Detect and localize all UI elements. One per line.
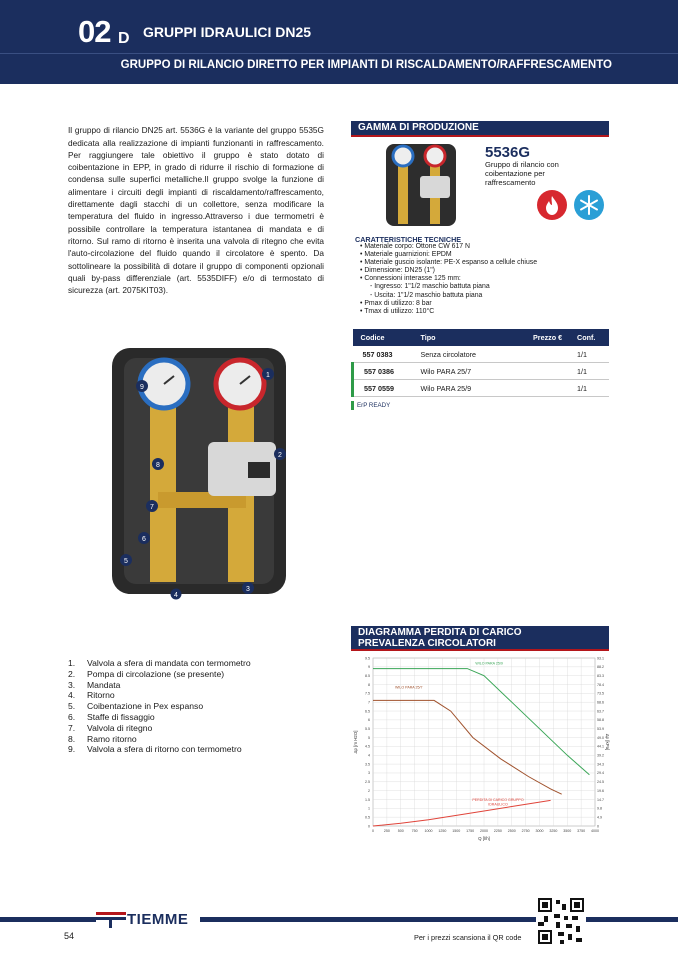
- legend-item: 8. Ramo ritorno: [68, 733, 137, 744]
- y2-tick-label: 39.2: [597, 753, 604, 758]
- y2-tick-label: 34.3: [597, 762, 604, 767]
- page-header: [0, 0, 678, 84]
- cell-price: [529, 363, 573, 380]
- chart-section-title: [351, 626, 609, 649]
- legend-item: 4. Ritorno: [68, 690, 115, 701]
- y2-tick-label: 49.0: [597, 735, 604, 740]
- y-tick-label: 7.5: [365, 691, 370, 696]
- series-label: IDRAULICO: [488, 802, 508, 807]
- y-tick-label: 2: [368, 788, 370, 793]
- product-photo-small: [384, 142, 474, 228]
- y2-tick-label: 88.2: [597, 665, 604, 670]
- table-header-row: [353, 329, 610, 346]
- brand-logo: TIEMME: [127, 911, 189, 928]
- x-tick-label: 2250: [493, 829, 502, 833]
- x-tick-label: 1750: [466, 829, 475, 833]
- y2-tick-label: 53.9: [597, 727, 604, 732]
- cell-conf: 1/1: [573, 346, 609, 363]
- erp-ready-label: ErP READY: [351, 401, 390, 410]
- legend-item: 9. Valvola a sfera di ritorno con termometro: [68, 744, 242, 755]
- y2-tick-label: 19.6: [597, 788, 604, 793]
- callout-number: 6: [142, 536, 146, 543]
- col-header-price: Prezzo €: [529, 329, 573, 346]
- x-tick-label: 1000: [424, 829, 433, 833]
- cell-type: Wilo PARA 25/7: [417, 363, 530, 380]
- y-axis-label: Δp [m H2O]: [353, 730, 358, 754]
- y-tick-label: 5.5: [365, 727, 370, 732]
- table-row: [353, 380, 610, 397]
- x-tick-label: 1500: [452, 829, 461, 833]
- y2-tick-label: 58.8: [597, 718, 604, 723]
- y2-tick-label: 63.7: [597, 709, 604, 714]
- legend-item: 1. Valvola a sfera di mandata con termometro: [68, 658, 251, 668]
- chapter-title: GRUPPI IDRAULICI DN25: [143, 24, 312, 40]
- table-row: [353, 363, 610, 380]
- legend-item: 7. Valvola di ritegno: [68, 722, 153, 733]
- qr-code-icon[interactable]: [536, 896, 586, 946]
- y-tick-label: 3: [368, 771, 370, 776]
- production-section-title: GAMMA DI PRODUZIONE: [351, 121, 609, 135]
- spec-item: • Materiale corpo: Ottone CW 617 N: [360, 243, 537, 251]
- x-tick-label: 3500: [563, 829, 572, 833]
- chapter-letter: D: [118, 30, 130, 47]
- y-tick-label: 7: [368, 700, 370, 705]
- brand-mark-icon: [96, 912, 126, 928]
- chapter-number: 02: [78, 14, 111, 49]
- page-subtitle: GRUPPO DI RILANCIO DIRETTO PER IMPIANTI DI RISCALDAMENTO/RAFFRESCAMENTO: [120, 59, 612, 71]
- callout-number: 9: [140, 384, 144, 391]
- specs-list: [360, 243, 537, 316]
- spec-item: - Uscita: 1"1/2 maschio battuta piana: [360, 292, 537, 300]
- y2-tick-label: 68.6: [597, 700, 604, 705]
- page-number: 54: [64, 931, 75, 941]
- callout-number: 3: [246, 586, 250, 593]
- y-tick-label: 0.5: [365, 815, 370, 820]
- spec-item: • Pmax di utilizzo: 8 bar: [360, 300, 537, 308]
- x-tick-label: 3750: [577, 829, 586, 833]
- spec-item: • Materiale guscio isolante: PE-X espanso a cellule chiuse: [360, 259, 537, 267]
- spec-item: • Tmax di utilizzo: 110°C: [360, 308, 537, 316]
- x-tick-label: 2750: [521, 829, 530, 833]
- y2-tick-label: 0: [597, 824, 599, 829]
- cell-type: Wilo PARA 25/9: [417, 380, 530, 397]
- x-tick-label: 250: [383, 829, 390, 833]
- callout-number: 4: [174, 592, 178, 599]
- x-tick-label: 2500: [507, 829, 516, 833]
- y-tick-label: 4.5: [365, 744, 370, 749]
- callout-number: 2: [278, 452, 282, 459]
- cell-conf: 1/1: [573, 363, 609, 380]
- y2-tick-label: 73.5: [597, 691, 604, 696]
- y-tick-label: 1.5: [365, 797, 370, 802]
- callout-number: 5: [124, 558, 128, 565]
- y2-tick-label: 24.5: [597, 780, 604, 785]
- y2-tick-label: 9.8: [597, 806, 602, 811]
- y-tick-label: 4: [368, 753, 370, 758]
- y2-tick-label: 14.7: [597, 797, 604, 802]
- flame-icon: [537, 190, 567, 220]
- y2-tick-label: 29.4: [597, 771, 604, 776]
- x-tick-label: 500: [397, 829, 404, 833]
- cell-code: 557 0386: [353, 363, 417, 380]
- product-table: [351, 329, 609, 397]
- component-legend: [68, 658, 338, 755]
- cell-price: [529, 346, 573, 363]
- y2-tick-label: 44.1: [597, 744, 604, 749]
- callout-number: 1: [266, 372, 270, 379]
- col-header-code: Codice: [353, 329, 417, 346]
- callout-number: 8: [156, 462, 160, 469]
- x-tick-label: 2000: [480, 829, 488, 833]
- y2-tick-label: 83.3: [597, 673, 604, 678]
- pressure-drop-chart: [351, 650, 609, 848]
- x-tick-label: 3250: [549, 829, 558, 833]
- product-description: Gruppo di rilancio con coibentazione per raffrescamento: [485, 160, 559, 187]
- y-tick-label: 8.5: [365, 673, 370, 678]
- series-label: WILO PARA 25/9: [475, 661, 503, 666]
- y-tick-label: 9: [368, 665, 370, 670]
- x-tick-label: 0: [372, 829, 374, 833]
- chart-title-line2: PREVALENZA CIRCOLATORI: [358, 638, 496, 649]
- chart-title-line1: DIAGRAMMA PERDITA DI CARICO: [358, 627, 522, 638]
- y-tick-label: 6.5: [365, 709, 370, 714]
- y-tick-label: 2.5: [365, 780, 370, 785]
- spec-item: • Connessioni interasse 125 mm:: [360, 275, 537, 283]
- x-tick-label: 4000: [591, 829, 599, 833]
- series-label: WILO PARA 25/7: [395, 685, 423, 690]
- product-photo-large: [108, 342, 292, 600]
- spec-item: • Dimensione: DN25 (1"): [360, 267, 537, 275]
- intro-paragraph: Il gruppo di rilancio DN25 art. 5536G è la variante del gruppo 5535G dedicata alla realizzazione di impianti funzionanti in raffrescamento. Per raggiungere tale obiettivo il gruppo è stato dotato di coibentazione in EPP, in grado di ridurre il rischio di formazione di condensa sulle superfici metalliche.Il gruppo svolge la funzione di alimentare i circuiti degli impianti di riscaldamento/raffrescamento, direttamente dagli stacchi di un collettore, senza modificare la temperatura del fluido in ingresso.Attraverso i due termometri è possibile controllare la temperatura istantanea di mandata e di ritorno. Sul ramo di ritorno è inserita una valvola di ritegno che evita l'auto-circolazione del fluido quando il circolatore è spento. Da sottolineare la possibilità di dotare il gruppo di componenti opzionali quali by-pass differenziale (art. 5535DIFF) e/o di termostato di sicurezza (art. 2075KIT03).: [68, 125, 324, 296]
- legend-item: 2. Pompa di circolazione (se presente): [68, 668, 225, 679]
- section-underline: [351, 135, 609, 137]
- qr-caption: Per i prezzi scansiona il QR code: [414, 933, 522, 942]
- y-tick-label: 8: [368, 682, 370, 687]
- y2-tick-label: 93.1: [597, 656, 604, 661]
- y2-tick-label: 4.9: [597, 815, 602, 820]
- y2-axis-label: Δp [kPa]: [605, 733, 610, 751]
- legend-item: 6. Staffe di fissaggio: [68, 711, 155, 722]
- x-axis-label: Q [l/h]: [478, 836, 490, 841]
- cell-price: [529, 380, 573, 397]
- x-tick-label: 1250: [438, 829, 447, 833]
- y-tick-label: 6: [368, 718, 370, 723]
- table-row: [353, 346, 610, 363]
- cell-code: 557 0559: [353, 380, 417, 397]
- x-tick-label: 3000: [535, 829, 544, 833]
- callout-number: 7: [150, 504, 154, 511]
- y-tick-label: 0: [368, 824, 370, 829]
- spec-item: - Ingresso: 1"1/2 maschio battuta piana: [360, 283, 537, 291]
- y-tick-label: 3.5: [365, 762, 370, 767]
- specs-title: CARATTERISTICHE TECNICHE: [355, 235, 462, 244]
- cell-conf: 1/1: [573, 380, 609, 397]
- snowflake-icon: [574, 190, 604, 220]
- y-tick-label: 5: [368, 735, 370, 740]
- y-tick-label: 1: [368, 806, 370, 811]
- x-tick-label: 750: [411, 829, 418, 833]
- spec-item: • Materiale guarnizioni: EPDM: [360, 251, 537, 259]
- y-tick-label: 9.5: [365, 656, 370, 661]
- legend-item: 3. Mandata: [68, 679, 121, 690]
- col-header-conf: Conf.: [573, 329, 609, 346]
- cell-code: 557 0383: [353, 346, 417, 363]
- y2-tick-label: 78.4: [597, 682, 604, 687]
- legend-item: 5. Coibentazione in Pex espanso: [68, 701, 204, 712]
- header-divider: [0, 53, 678, 54]
- series-label: PERDITA DI CARICO GRUPPO: [472, 797, 524, 802]
- cell-type: Senza circolatore: [417, 346, 530, 363]
- col-header-type: Tipo: [417, 329, 530, 346]
- product-code: 5536G: [485, 144, 531, 161]
